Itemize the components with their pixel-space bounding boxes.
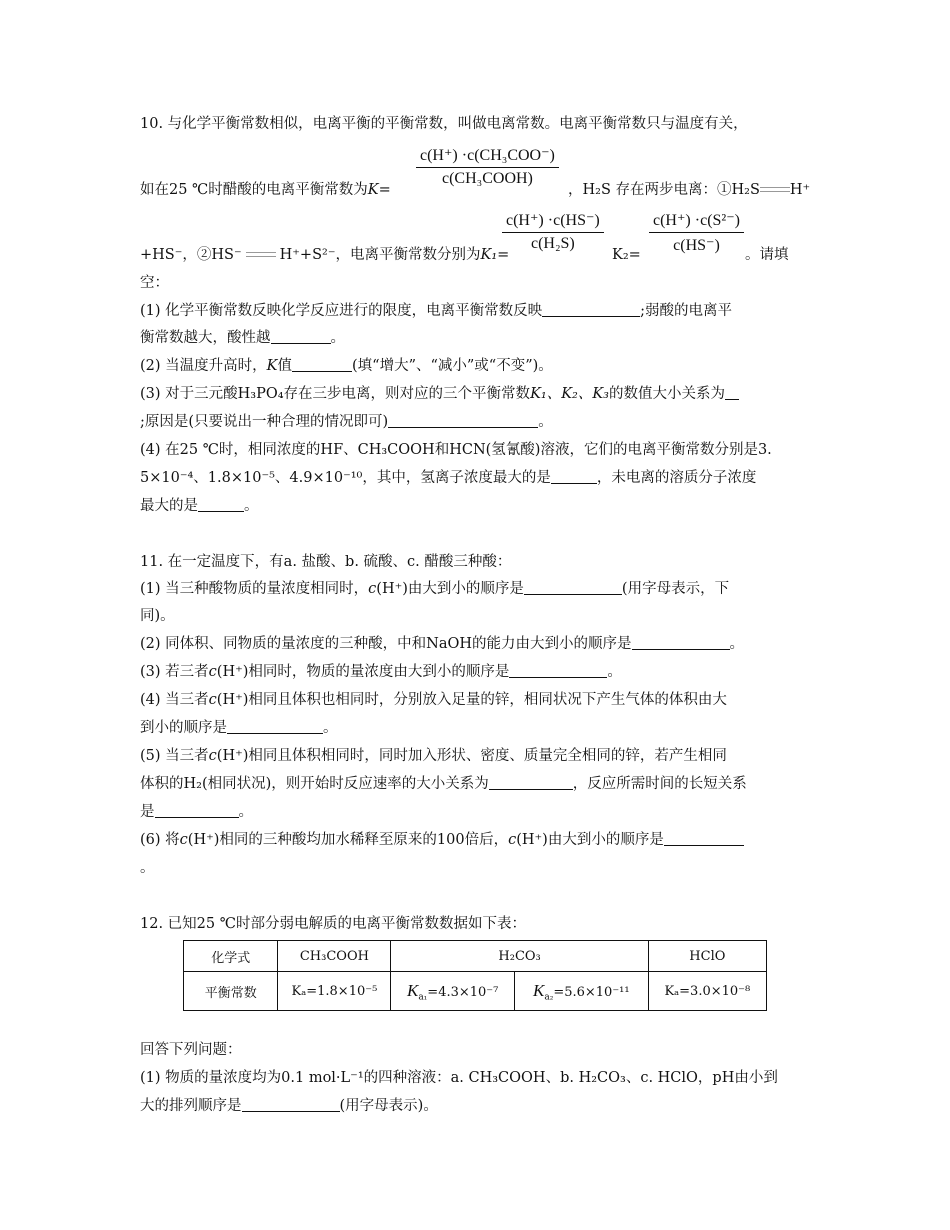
q11-p6: (6) 将c(H⁺)相同的三种酸均加水稀释至原来的100倍后，c(H⁺)由大到小的顺序是 [140,830,744,850]
q11-p4-cont: 到小的顺序是 。 [140,720,338,736]
q10-p1-cont: 衡常数越大，酸性越 。 [140,330,345,346]
ionization-constant-table [183,940,767,1011]
table-header-cell: 化学式 [184,941,278,972]
q10-line2: 如在25 ℃时醋酸的电离平衡常数为K= [140,182,391,198]
answer-blank[interactable] [227,719,323,734]
table-cell: $K_{a_2}=5.6\times 10^{-11}$ [514,972,648,1011]
q10-line3: +HS⁻，②HS⁻ H⁺+S²⁻，电离平衡常数分别为K₁= [140,247,510,263]
equilibrium-arrow-icon [246,250,276,260]
q11-p5-cont: 体积的H₂(相同状况)，则开始时反应速率的大小关系为 ，反应所需时间的长短关系 [140,776,747,792]
answer-blank[interactable] [271,329,331,344]
q11-p6-end: 。 [140,860,155,876]
q10-line1: 10. 与化学平衡常数相似，电离平衡的平衡常数，叫做电离常数。电离平衡常数只与温度有关， [140,116,748,132]
q10-line4: 空： [140,275,169,291]
q10-p3-cont: ;原因是(只要说出一种合理的情况即可) 。 [140,414,553,430]
table-header-cell: HClO [648,941,766,972]
q10-p2: (2) 当温度升高时，K值 (填“增大”、“减小”或“不变”)。 [140,358,553,374]
q10-line3-end: 。请填 [745,247,789,263]
table-header-row [184,941,767,972]
table-cell: Kₐ=1.8×10⁻⁵ [278,972,391,1011]
q11-p4: (4) 当三者c(H⁺)相同且体积也相同时，分别放入足量的锌，相同状况下产生气体的体积由大 [140,692,727,708]
q12-p1: (1) 物质的量浓度均为0.1 mol·L⁻¹的四种溶液：a. CH₃COOH、b. H₂CO₃、c. HClO，pH由小到 [140,1070,778,1086]
q11-p1-cont: 同)。 [140,608,175,624]
table-cell: $K_{a_1}=4.3\times 10^{-7}$ [391,972,514,1011]
equilibrium-arrow-icon [760,185,790,195]
answer-blank[interactable] [664,831,744,846]
answer-blank[interactable] [542,302,640,317]
ka-fraction [416,145,559,188]
answer-blank[interactable] [242,1097,340,1112]
k1-fraction: $\frac{c(H^+) \cdot c(HS^-)}{\text{c(H₂S)}}$ [502,210,604,253]
table-cell: Kₐ=3.0×10⁻⁸ [648,972,766,1011]
table-row [184,972,767,1011]
q11-title: 11. 在一定温度下，有a. 盐酸、b. 硫酸、c. 醋酸三种酸： [140,554,512,570]
q11-p5: (5) 当三者c(H⁺)相同且体积相同时，同时加入形状、密度、质量完全相同的锌，若产生相同 [140,748,727,764]
q10-p4-end: 最大的是 。 [140,498,259,514]
q11-p5-end: 是 。 [140,804,253,820]
q10-p3: (3) 对于三元酸H₃PO₄存在三步电离，则对应的三个平衡常数K₁、K₂、K₃的数值大小关系为 [140,384,739,404]
answer-blank[interactable] [551,469,597,484]
ka-numerator: c(H⁺) ·c(CH₃COO⁻) [416,145,559,168]
q11-p2: (2) 同体积、同物质的量浓度的三种酸，中和NaOH的能力由大到小的顺序是 。 [140,636,745,652]
q10-line2-b: ，H₂S 存在两步电离：①H₂S H⁺ [568,182,811,198]
k2-fraction: $\frac{\text{c(H⁺) ·c(S²⁻)}}{c(HS^-)}$ [649,210,744,255]
q12-title: 12. 已知25 ℃时部分弱电解质的电离平衡常数数据如下表： [140,916,526,932]
answer-blank[interactable] [388,413,538,428]
q11-p1: (1) 当三种酸物质的量浓度相同时，c(H⁺)由大到小的顺序是 (用字母表示，下 [140,581,730,597]
q10-p4: (4) 在25 ℃时，相同浓度的HF、CH₃COOH和HCN(氢氰酸)溶液，它们的电离平衡常数分别是3. [140,442,772,458]
answer-blank[interactable] [155,803,239,818]
q10-p4-cont: 5×10⁻⁴、1.8×10⁻⁵、4.9×10⁻¹⁰，其中，氢离子浓度最大的是 ，未电离的溶质分子浓度 [140,470,757,486]
ka-denominator: c(CH₃COOH) [441,170,533,187]
answer-blank[interactable] [198,497,244,512]
answer-blank[interactable] [524,580,622,595]
q10-k2-label: K₂= [612,247,641,263]
table-header-cell: CH₃COOH [278,941,391,972]
answer-blank[interactable] [489,775,573,790]
answer-blank[interactable] [725,385,739,400]
q10-p1: (1) 化学平衡常数反映化学反应进行的限度，电离平衡常数反映 ;弱酸的电离平 [140,303,733,319]
table-header-cell: H₂CO₃ [391,941,648,972]
table-cell: 平衡常数 [184,972,278,1011]
answer-blank[interactable] [509,663,607,678]
q12-p1-cont: 大的排列顺序是 (用字母表示)。 [140,1098,438,1114]
answer-blank[interactable] [632,635,730,650]
q12-answer-intro: 回答下列问题： [140,1042,242,1058]
answer-blank[interactable] [292,357,352,372]
q11-p3: (3) 若三者c(H⁺)相同时，物质的量浓度由大到小的顺序是 。 [140,664,622,680]
